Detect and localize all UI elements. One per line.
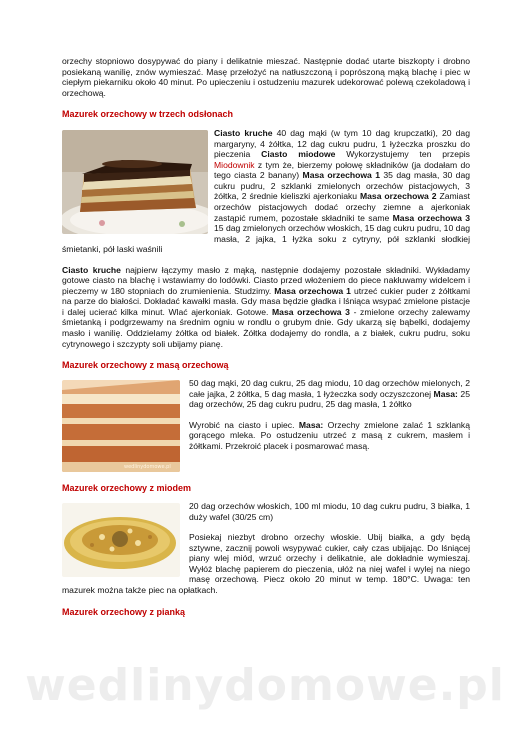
honey-walnut-mazurek-photo [62, 503, 180, 577]
three-layers-ingredients: Ciasto kruche 40 dag mąki (w tym 10 dag krupczatki), 20 dag margaryny, 4 żółtka, 12 dag cukru pudru, 1 łyżeczka proszku do pieczenia Ciasto miodowe Wykorzystujemy ten przepis Miodownik z tym że, bierzemy połowę składników (ja dodałam do tego ciasta 2 banany) Masa orzechowa 1 35 dag masła, 30 dag cukru pudru, 2 szklanki zmielonych orzechów pistacjowych, 3 żółtka, 2 średnie kieliszki ajerkoniaku Masa orzechowa 2 Zamiast orzechów pistacjowych dodać orzechy ziemne a ajerkoniak zastąpić rumem, pozostałe składniki te same Masa orzechowa 3 15 dag zmielonych orzechów włoskich, 15 dag cukru pudru, 10 dag masła, 2 jajka, 1 łyżka soku z cytryny, pół szklanki słodkiej śmietanki, pół laski waśnili [62, 128, 471, 255]
site-watermark: wedlinydomowe.pl [25, 660, 505, 711]
layered-cake-photo [62, 130, 208, 234]
nut-cream-ingredients: 50 dag mąki, 20 dag cukru, 25 dag miodu, 10 dag orzechów mielonych, 2 całe jajka, 2 żółtka, 5 dag masła, 1 łyżeczka sody oczyszczonej Masa: 25 dag orzechów, 25 dag cukru pudru, 25 dag masła, 1 żółtko [189, 378, 470, 410]
section-title-three-layers: Mazurek orzechowy w trzech odsłonach [62, 109, 234, 120]
section-title-foam: Mazurek orzechowy z pianką [62, 606, 186, 617]
miodownik-link[interactable]: Miodownik [214, 159, 255, 170]
honey-cake-photo [62, 380, 180, 472]
nut-cream-preparation: Wyrobić na ciasto i upiec. Masa: Orzechy zmielone zalać 1 szklanką gorącego mleka. Po ostudzeniu utrzeć z masą z cukrem, masłem i żółtkami. Przekroić placek i posmarować masą. [189, 419, 470, 451]
section-title-nut-cream: Mazurek orzechowy z masą orzechową [62, 360, 229, 371]
svg-text:wedlinydomowe.pl: wedlinydomowe.pl [124, 464, 171, 471]
intro-paragraph: orzechy stopniowo dosypywać do piany i delikatnie mieszać. Następnie dodać utarte biszkopty i drobno posiekaną wanilię, znów wymieszać. Masę przełożyć na natłuszczoną i poprószoną mąką blachę i piec w ciepłym piekarniku około 40 minut. Po upieczeniu i ostudzeniu mazurek udekorować polewą czekoladową i orzechową. [62, 56, 470, 98]
honey-preparation: Posiekaj niezbyt drobno orzechy włoskie. Ubij białka, a gdy będą sztywne, zacznij powoli wsypywać cukier, cały czas ubijając. Do lśniącej piany wlej miód, wrzuć orzechy i delikatnie, ale dokładnie wymieszaj. Wyłóż blachę papierem do pieczenia, ułóż na niej wafel i wylej na niego masę orzechową. Piecz około 20 minut w temp. 180°C. Uwaga: ten mazurek można także piec na opłatkach. [62, 532, 470, 595]
honey-ingredients: 20 dag orzechów włoskich, 100 ml miodu, 10 dag cukru pudru, 3 białka, 1 duży wafel (30/25 cm) [189, 501, 470, 522]
document-page [62, 56, 470, 618]
section-title-honey: Mazurek orzechowy z miodem [62, 483, 192, 494]
three-layers-preparation: Ciasto kruche najpierw łączymy masło z mąką, następnie dodajemy pozostałe składniki. Wykładamy gotowe ciasto na blachę i wstawiamy do lodówki. Ciasto przed włożeniem do piece nakłuwamy widelcem i pieczemy w 180 stopniach do zrumienienia. Studzimy. Masa orzechowa 1 utrzeć cukier puder z żółtkami na parze do białości. Dokładać kawałki masła. Gdy masa będzie gładka i lśniąca wsypać zmielone pistacje i dalej ucierać kilka minut. Wlać ajerkoniak. Gotowe. Masa orzechowa 3 - zmielone orzechy zalewamy śmietanką i podgrzewamy na średnim ogniu w rondlu o grubym dnie. Gdy ukarzą się bąbelki, dodajemy masło i wanilię. Oddzielamy żółtka od białek. Żółtka dodajemy do rondla, a z białek, cukru pudru, soku cytrynowego i szczypty soli ubijamy pianę. [62, 264, 470, 349]
